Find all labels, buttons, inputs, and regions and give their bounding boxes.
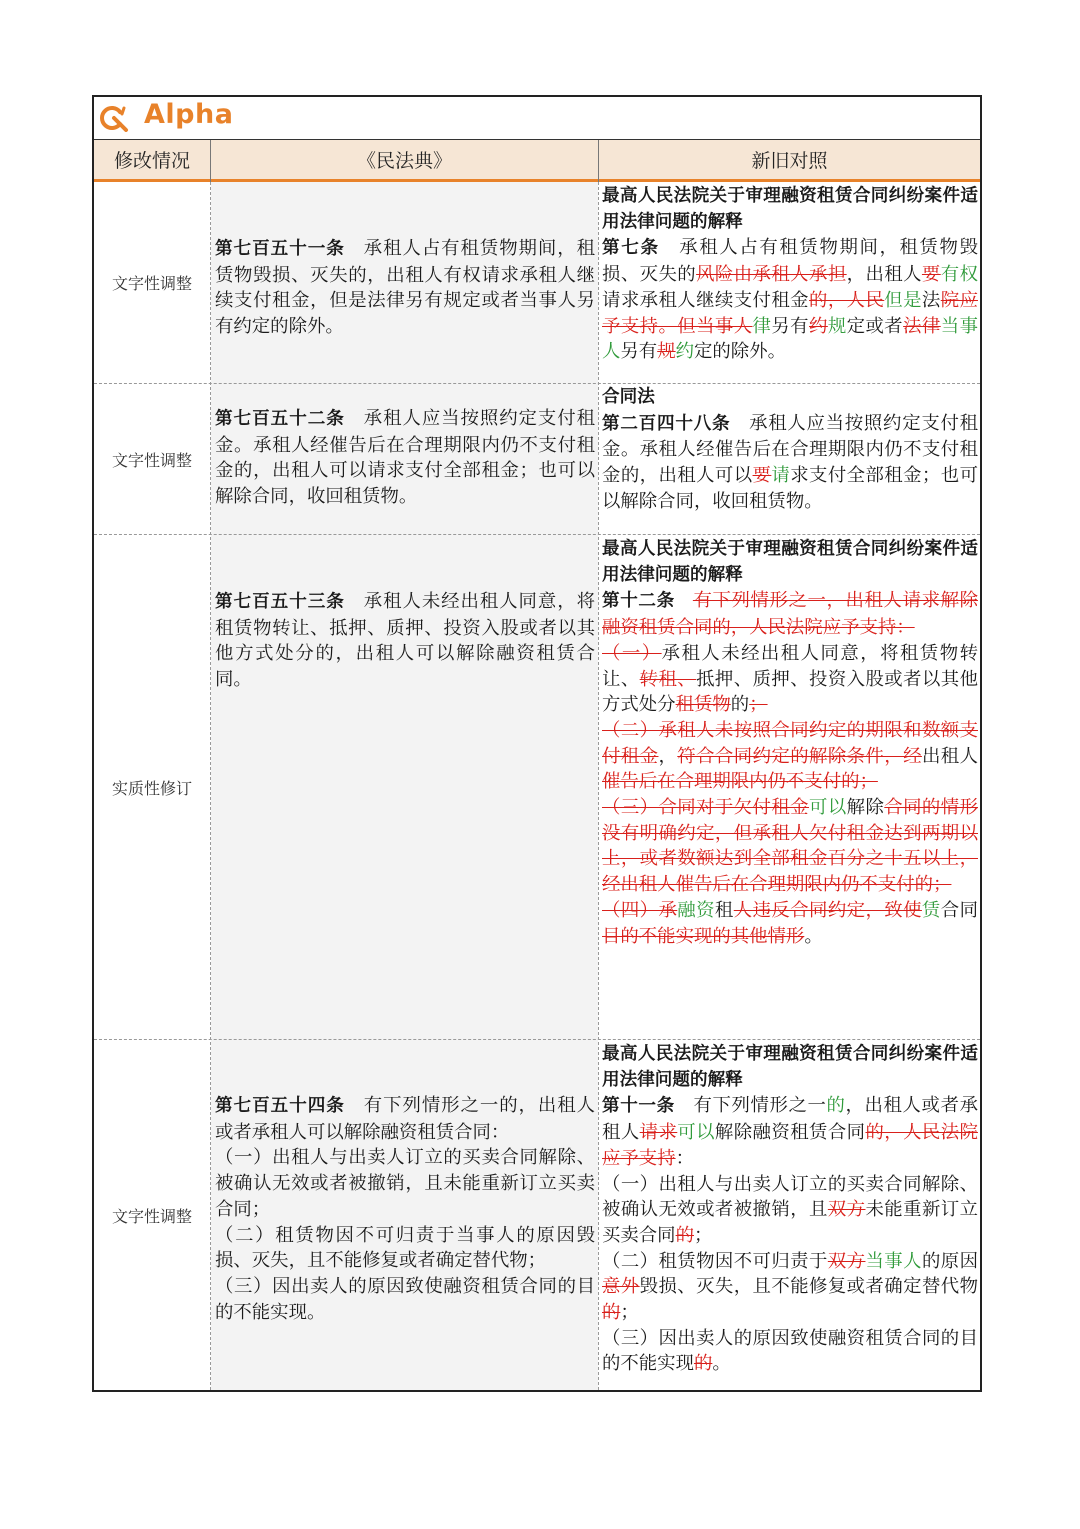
header-civil-code: 《民法典》 xyxy=(211,140,598,179)
compare-text: 最高人民法院关于审理融资租赁合同纠纷案件适用法律问题的解释 第十一条 有下列情形之一的，出租人或者承租人请求可以解除融资租赁合同的，人民法院应予支持： （一）出租人与出卖人订立的买卖合同解除、被确认无效或者被撤销，且双方未能重新订立买卖合同的； （二）租赁物因不可归责于双方当事人的原因意外毁损、灭失，且不能修复或者确定替代物的； （三）因出卖人的原因致使融资租赁合同的目的不能实现的。 xyxy=(602,1044,978,1375)
row-type-label: 实质性修订 xyxy=(111,778,192,798)
civil-code-text: 第七百五十三条 承租人未经出租人同意，将租赁物转让、抵押、质押、投资入股或者以其他方式处分的，出租人可以解除融资租赁合同。 xyxy=(215,591,595,691)
civil-item: （一）出租人与出卖人订立的买卖合同解除、被确认无效或者被撤销，且未能重新订立买卖合同； xyxy=(215,1147,595,1220)
source-title: 最高人民法院关于审理融资租赁合同纠纷案件适用法律问题的解释 xyxy=(602,186,978,232)
header-type: 修改情况 xyxy=(94,140,210,179)
row-type-label: 文字性调整 xyxy=(111,1206,192,1226)
source-title: 最高人民法院关于审理融资租赁合同纠纷案件适用法律问题的解释 xyxy=(602,1044,978,1090)
source-title: 合同法 xyxy=(602,387,655,407)
civil-code-text: 第七百五十一条 承租人占有租赁物期间，租赁物毁损、灭失的，出租人有权请求承租人继续支付租金，但是法律另有规定或者当事人另有约定的除外。 xyxy=(215,238,595,338)
logo-text: Alpha xyxy=(144,99,234,130)
row-separator xyxy=(94,534,980,535)
redline-text: 第十一条 有下列情形之一的，出租人或者承租人请求可以解除融资租赁合同的，人民法院应予支持： xyxy=(602,1095,978,1169)
header-compare: 新旧对照 xyxy=(599,140,980,179)
civil-item: （二）租赁物因不可归责于当事人的原因毁损、灭失，且不能修复或者确定替代物； xyxy=(215,1224,595,1272)
civil-code-text: 第七百五十二条 承租人应当按照约定支付租金。承租人经催告后在合理期限内仍不支付租金的，出租人可以请求支付全部租金；也可以解除合同，收回租赁物。 xyxy=(215,408,595,508)
compare-text: 最高人民法院关于审理融资租赁合同纠纷案件适用法律问题的解释 第十二条 有下列情形之一，出租人请求解除融资租赁合同的，人民法院应予支持： （一）承租人未经出租人同意，将租赁物转让、转租、抵押、质押、投资入股或者以其他方式处分租赁物的； （二）承租人未按照合同约定的期限和数额支付租金，符合合同约定的解除条件，经出租人催告后在合理期限内仍不支付的； （三）合同对于欠付租金可以解除合同的情形没有明确约定，但承租人欠付租金达到两期以上，或者数额达到全部租金百分之十五以上，经出租人催告后在合理期限内仍不支付的； （四）承融资租人违反合同约定，致使赁合同目的不能实现的其他情形。 xyxy=(602,539,978,947)
civil-item: （三）因出卖人的原因致使融资租赁合同的目的不能实现。 xyxy=(215,1275,595,1323)
compare-text xyxy=(602,184,978,365)
civil-code-text: 第七百五十四条 有下列情形之一的，出租人或者承租人可以解除融资租赁合同： （一）出租人与出卖人订立的买卖合同解除、被确认无效或者被撤销，且未能重新订立买卖合同； （二）租赁物因不可归责于当事人的原因毁损、灭失，且不能修复或者确定替代物； （三）因出卖人的原因致使融资租赁合同的目的不能实现。 xyxy=(215,1093,595,1325)
compare-text xyxy=(602,385,978,515)
row-separator xyxy=(94,383,980,384)
alpha-logo-icon xyxy=(100,104,130,132)
redline-text: 第七条 承租人占有租赁物期间，租赁物毁损、灭失的风险由承租人承担，出租人要有权请求承租人继续支付租金的，人民但是法院应予支持。但当事人律另有约规定或者法律当事人另有规约定的除外。 xyxy=(602,237,978,363)
column-divider-1 xyxy=(210,182,211,1390)
row-type-label: 文字性调整 xyxy=(111,274,192,293)
column-divider-2 xyxy=(598,182,599,1390)
comparison-table xyxy=(92,95,982,1392)
row-type-label: 文字性调整 xyxy=(111,450,192,470)
logo-bar xyxy=(94,97,980,140)
source-title: 最高人民法院关于审理融资租赁合同纠纷案件适用法律问题的解释 xyxy=(602,539,978,585)
row-separator xyxy=(94,1039,980,1040)
redline-text: 第十二条 有下列情形之一，出租人请求解除融资租赁合同的，人民法院应予支持： xyxy=(602,590,978,639)
redline-text: 第二百四十八条 承租人应当按照约定支付租金。承租人经催告后在合理期限内仍不支付租金的，出租人可以要请求支付全部租金；也可以解除合同，收回租赁物。 xyxy=(602,412,978,512)
